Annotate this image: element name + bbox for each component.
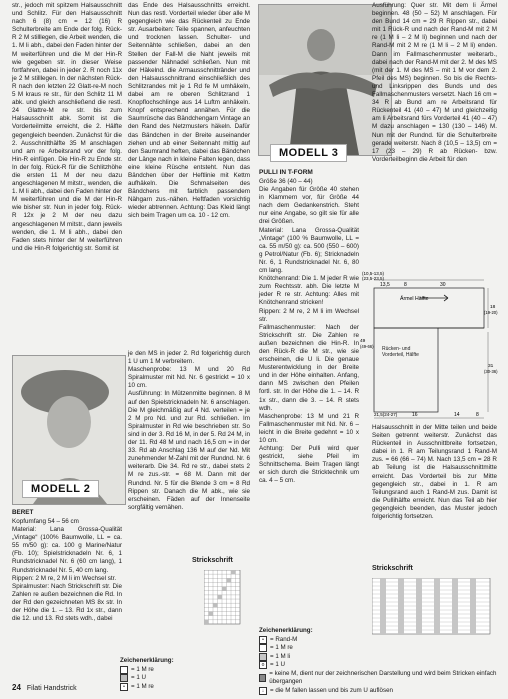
yarn-over-symbol-icon: o: [259, 661, 267, 669]
schematic-label: 30: [440, 282, 446, 288]
yarn-over-symbol-icon: [120, 674, 128, 682]
selvage-symbol-icon: •: [259, 636, 267, 644]
knit-symbol-icon: [120, 666, 128, 674]
model2-label: MODELL 2: [22, 480, 99, 498]
schematic-label: 13,5: [380, 282, 390, 288]
col2-top-text: das Ende des Halsausschnitts erreicht. Nun das restl. Vorderteil wieder über alle M gegengleich wie das Rückenteil zu Ende str. Ausarbeiten: Teile spannen, anfeuchten und trocknen lassen. Schulter- und Seitennähte schließen, dabei an den Stellen der Fall-M die Naht jeweils mit passender Nähnadel schließen. Nun mit der Häkelnd. die Armausschnittränder und den Halsausschnittrand einschließlich des Schlitzrandes mit je 1 Rd fe M umhäkeln, dabei am re oberen Schlitzrand 1 Knopflochschlinge aus 14 Luftm anhäkeln. Knopf entsprechend annähen. Für die Saumrüsche das Bändchengarn Vintage an den Rand des Netzmusters häkeln. Dafür das Bändchen in der Breite auseinander ziehen und ab einer Seitennaht mittig auf den Saumrand heften, dabei das Bändchen der Länge nach in kleine Falten legen, dass eine kleine Rüsche entsteht. Nun das Bändchen über der Heftlinie mit Kettm aufhäkeln. Die Schmalseiten des Bändchens mit farblich passendem Nähgarn zus.-nähen. Heftfaden vorsichtig wieder abtrennen. Achtung: Das Kleid längt sich beim Tragen um ca. 10 - 12 cm.: [128, 2, 252, 220]
schematic-label: (30-36): [484, 369, 498, 374]
schematic-label: 21,5(24-27): [374, 412, 398, 417]
legend2-row: o = 1 U: [259, 661, 499, 670]
legend2-row: ↓ = die M fallen lassen und bis zum U auflösen: [259, 687, 499, 696]
schematic-label: Ärmel Hälfte: [400, 296, 429, 302]
legend2-row: = 1 M re: [259, 644, 499, 653]
col1-bottom-text: Kopfumfang 54 – 56 cm Material: Lana Grossa-Qualität „Vintage“ (100% Baumwolle, LL = ca. 55 m/50 g): ca. 100 g Marine/Natur (Fb. 10); Spielstricknadeln Nr. 6, 1 Rundstricknadel Nr. 6 (60 cm lang), 1 Rundstricknadel Nr. 5, 40 cm lang. Rippen: 2 M re, 2 M li im Wechsel str. Spiralmuster: Nach Strickschrift str. Die Zahlen re außen bezeichnen die Rd. In der Rd den gezeichneten MS 8x str. In der Höhe die 1. – 13. Rd 1x str., dann die 12. und 13. Rd stets wdh., dabei: [12, 518, 122, 623]
schematic-label: 31: [488, 364, 494, 369]
legend2-row: = keine M, dient nur der zeichnerischen Darstellung und wird beim Stricken einfach übergangen: [259, 670, 499, 687]
col1-bottom-title: BERET: [12, 509, 34, 516]
legend1-title: Zeichenerklärung:: [120, 657, 174, 664]
schematic-label: Rücken- und Vorderteil, Hälfte: [382, 346, 419, 358]
no-stitch-symbol-icon: [259, 674, 266, 682]
magazine-title: Filati Handstrick: [26, 685, 77, 692]
schematic-label: 14: [454, 412, 460, 418]
legend-pulli: [259, 627, 499, 695]
knitting-chart-beret: [204, 570, 246, 626]
legend1-row: = 1 M re: [120, 666, 174, 675]
legend2-title: Zeichenerklärung:: [259, 627, 313, 634]
purl-symbol-icon: [259, 653, 267, 661]
legend1-row: = 1 U: [120, 674, 174, 683]
legend1-row: • = 1 M re: [120, 683, 174, 692]
schematic-label: 8: [476, 412, 479, 418]
chart2-title: Strickschrift: [372, 565, 413, 572]
legend-beret: [120, 657, 174, 691]
schematic-label: 16: [412, 412, 418, 418]
drop-stitch-symbol-icon: ↓: [259, 687, 267, 695]
col4-bottom-text: Halsausschnitt in der Mitte teilen und beide Seiten getrennt weiterstr. Zunächst das Rückenteil in Ausschnittbreite fortsetzen, dabei in 1. R am Teilungsrand 1 Rand-M zus. = 66 (66 – 74) M. Nach 13,5 cm = 28 R ab Teilung ist die Halsausschnittmitte erreicht. Das Vorderteil bis zur Mitte gegengleich str., dabei in 1. R am Teilungsrand auch 1 Rand-M zus. Damit ist die Pullihälfte erreicht. Nun das Teil ab hier gegengleich beenden, das Muster jedoch folgerichtig fortsetzen.: [372, 424, 499, 521]
schematic-label: (23,5-23,5): [362, 276, 385, 281]
knit-dot-symbol-icon: •: [120, 683, 128, 691]
page-footer: [12, 683, 77, 692]
schematic-label: (49-66): [360, 344, 374, 349]
page-number: 24: [12, 683, 21, 692]
chart1-title: Strickschrift: [192, 557, 233, 564]
col3-text: Größe 36 (40 – 44) Die Angaben für Größe 40 stehen in Klammern vor, für Größe 44 nach dem Gedankenstrich. Steht nur eine Angabe, so gilt sie für alle drei Größen. Material: Lana Grossa-Qualität „Vintage“ (100 % Baumwolle, LL = ca. 55 m/50 g): ca. 500 (550 – 600) g Petrol/Natur (Fb. 6); Stricknadeln Nr. 6, 1 Rundstricknadel Nr. 6, 80 cm lang. Knötchenrand: Die 1. M jeder R wie zum Rechtsstr. abh. Die letzte M jeder R re str. Achtung: Alles mit Knötchenrand stricken! Rippen: 2 M re, 2 M li im Wechsel str. Fallmaschenmuster: Nach der Strickschrift str. Die Zahlen re außen bezeichnen die Hin-R. In den Rück-R die M str., wie sie erscheinen, die U li. Die genaue Musterentwicklung in der Breite und in der Höhe einhalten. Anfang, dann MS zwischen den Pfeilen fortl. str. In der Höhe die 1. – 14. R 1x str., dann die 3. – 14. R stets wdh. Maschenprobe: 13 M und 21 R Fallmaschenmuster mit Nd. Nr. 6 – leicht in die Breite gedehnt = 10 x 10 cm. Achtung: Der Pulli wird quer gestrickt, siehe Pfeil im Schnittschema. Beim Tragen längt er sich durch die Stricktechnik um ca. 4 – 5 cm.: [259, 178, 359, 485]
pullover-schematic: [360, 270, 500, 422]
schematic-label: 49: [360, 339, 366, 344]
schematic-label: 18: [490, 305, 496, 310]
knit-symbol-icon: [259, 644, 267, 652]
legend2-row: • = Rand-M: [259, 636, 499, 645]
col4-top-text: Ausführung: Quer str. Mit dem li Ärmel beginnen. 48 (50 – 52) M anschlagen. Für den Bund 14 cm = 29 R Rippen str., dabei mit 1 Rück-R und nach der Rand-M mit 2 M re (1 M li – 2 M li) beginnen und nach der Rand-M mit 2 M re (1 M li – 2 M li) enden. Dann im Fallmaschenmuster weiterarb., dabei nach der Rand-M mit der 2. M des MS (mit der 1. M des MS – mit 1 M vor dem 2. Pfeil des MS) beginnen. So bis die Rechts- und Linksrippen des Bunds und des Fallmaschenmusters versetzt. Nach 16 cm = 34 R ab Bund am re Arbeitsrand für Rückenteil 41 (40 – 47) M und gleichzeitig am li Arbeitsrand fürs Vorderteil 41 (40 – 47) M dazu anschlagen = 130 (130 – 146) M. Nun mit der Rundnd. für die Schulterbreite gerade weiterstr. Nach 8 (10,5 – 13,5) cm = 17 (23 – 29) R ab Rücken- bzw. Vorderteilbeginn die Arbeit für den: [372, 2, 499, 163]
col3-section-heading: PULLI IN T-FORM: [259, 169, 313, 176]
legend2-row: = 1 M li: [259, 653, 499, 662]
schematic-label: (10,5-13,5): [362, 271, 385, 276]
col2-bottom-text: je den MS in jeder 2. Rd folgerichtig durch 1 U um 1 M verbreitern. Maschenprobe: 13 M und 20 Rd Spiralmuster mit Nd. Nr. 6 gestrickt = 10 x 10 cm. Ausführung: In Mützenmitte beginnen. 8 M auf den Spielstricknadeln Nr. 6 anschlagen. Die M gleichmäßig auf 4 Nd. verteilen = je 2 M pro Nd. und zur Rd. schließen. Im Spiralmuster in Rd wie beschrieben str. So sind in der 3. Rd 16 M, in der 5. Rd 24 M, in der 11. Rd 48 M und nach 16,5 cm = in der 33. Rd ab Anschlag 136 M auf der Nd. Mit zunehmender M-Zahl mit der Rundnd. Nr. 6 weiterarb. Die 34. Rd re str., dabei stets 2 M re zus.-str. = 68 M. Dann mit der Rundnd. Nr. 5 für die Blende 3 cm = 8 Rd Rippen str. Danach die M abk., wie sie erscheinen. Fäden auf der Innenseite sorgfältig vernähen.: [128, 350, 250, 511]
schematic-label: (19-20): [484, 310, 498, 315]
col1-top-text: str., jedoch mit spitzem Halsausschnitt und Schlitz. Für den Halsausschnitt nach 6 (8) cm = 12 (16) R Schulterbreite am Ende der folg. Rück-R 2 M stilllegen, die Arbeit wenden, die 1. M li abh., dabei den Faden hinter der M weiterführen und die M der Hin-R wie gegeben str. in dieser Weise fortfahren, dabei in jeder 2. R noch 11x je 2 M stilllegen. In der nächsten Rück-R nach den letzten 22 Glatt-re-M noch 5 M kraus re str., für den Schlitz 11 M abk. und gleich anschließend die restl. 24 Glattre-M re str. bis zum Halsausschnitt abk. Somit ist die Vorderteilmitte erreicht, die 2. Hälfte gegengleich beenden. Zunächst für die 2. Ausschnitthälfte 35 M anschlagen und am re Arbeitsrand vor der folg. Hin-R einfügen. Die Hin-R zu Ende str. In der folg. Rück-R für die Schlitzhöhe die ersten 11 M der neu dazu angeschlagenen M mitstr., wenden, die 1. M li abh., dabei den Faden hinter der M weiterführen und die M der Hin-R wie bisher str. Nun in jeder folg. Rück-R 12x je 2 M der neu dazu angeschlagenen M mitstr., dann jeweils wenden, die 1. M li abh., dabei den Faden stets hinter der M weiterführen und die Hin-R folgerichtig str. Somit ist: [12, 2, 124, 252]
schematic-label: 8: [404, 282, 407, 288]
model3-label: MODELL 3: [270, 144, 347, 162]
